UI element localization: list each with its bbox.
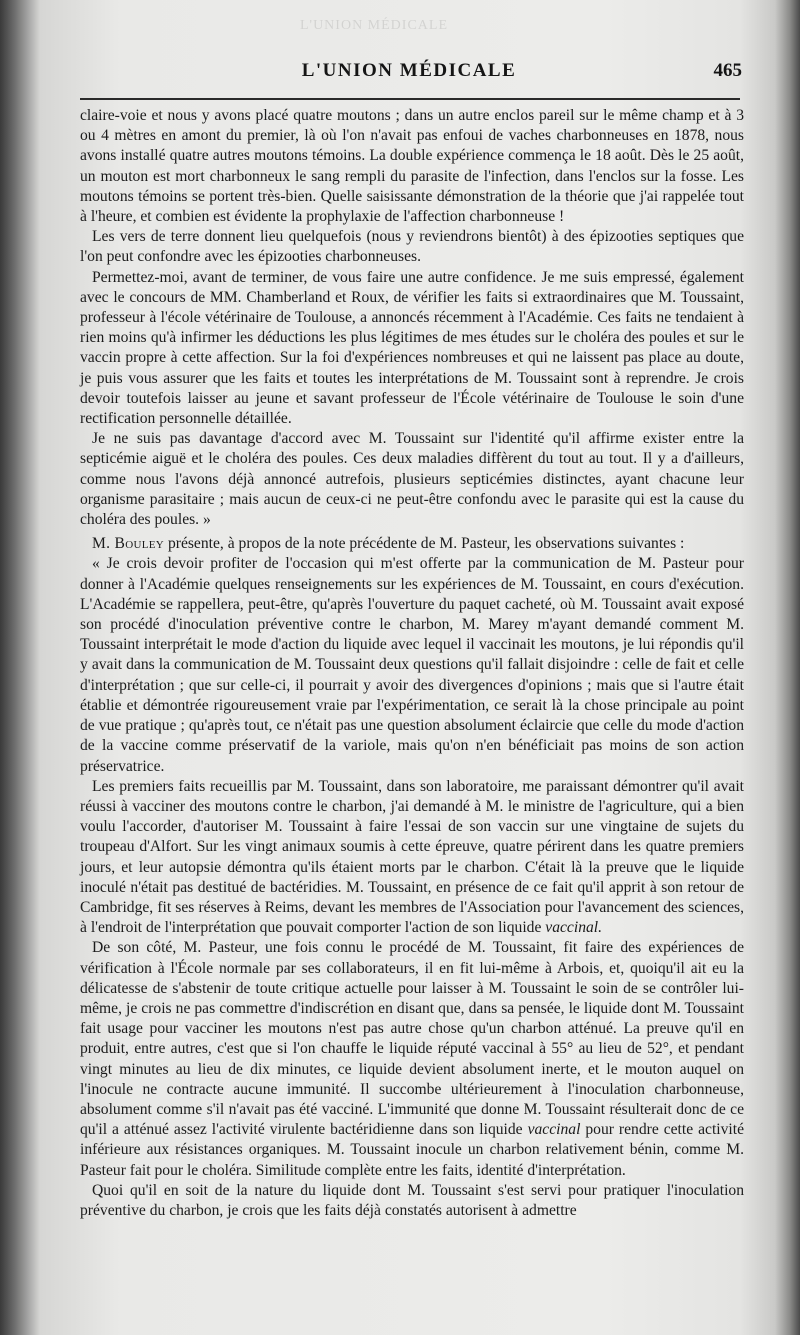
speaker-intro-text: présente, à propos de la note précédente de M. Pasteur, les observations suivantes :: [167, 535, 685, 553]
paragraph-speaker-intro: [80, 534, 744, 554]
article-body: [80, 106, 744, 1221]
paragraph: [80, 777, 744, 939]
running-head: L'UNION MÉDICALE: [301, 60, 517, 81]
italic-term: vaccinal: [527, 1121, 581, 1139]
paragraph-quote: « Je crois devoir profiter de l'occasion qui m'est offerte par la communication de M. Pasteur pour donner à l'Académie quelques renseignements sur les expériences de M. Toussaint, en cours d'exécution. L'Académie se rappellera, peut-être, qu'après l'ouverture du paquet cacheté, où M. Toussaint avait exposé son procédé d'inoculation préventive contre le charbon, M. Marey m'ayant demandé comment M. Toussaint interprétait le mode d'action du liquide avec lequel il vaccinait les moutons, je lui répondis qu'il y avait dans la communication de M. Toussaint deux questions qu'il fallait disjoindre : celle de fait et celle d'interprétation ; que sur celle-ci, il pourrait y avoir des divergences d'opinions ; mais que si l'autre était établie et démontrée rigoureusement vraie par l'expérimentation, ce serait là la chose principale au point de vue pratique ; qu'après tout, ce n'était pas une question absolument éclaircie que celle du mode d'action de la vaccine comme préservatif de la variole, mais qu'on n'en bénéficiait pas moins de son action préservatrice.: [80, 555, 744, 775]
paragraph-text: Les premiers faits recueillis par M. Toussaint, dans son laboratoire, me paraissant démontrer qu'il avait réussi à vacciner des moutons contre le charbon, j'ai demandé à M. le ministre de l'agriculture, qui a bien voulu l'accorder, d'autoriser M. Toussaint à faire l'essai de son vaccin sur une vingtaine de sujets du troupeau d'Alfort. Sur les vingt animaux soumis à cette épreuve, quatre périrent dans les quatre premiers jours, et leur autopsie démontra qu'ils étaient morts par le charbon. C'était là la preuve que le liquide inoculé n'était pas destitué de bactéridies. M. Toussaint, en présence de ce fait qu'il apprit à son retour de Cambridge, fit ses réserves à Reims, devant les membres de l'Association pour l'avancement des sciences, à l'endroit de l'interprétation que pouvait comporter l'action de son liquide: [80, 777, 744, 937]
paragraph: [80, 938, 744, 1180]
paragraph: Permettez-moi, avant de terminer, de vous faire une autre confidence. Je me suis empressé, également avec le concours de MM. Chamberland et Roux, de vérifier les faits si extraordinaires que M. Toussaint, professeur à l'école vétérinaire de Toulouse, a annoncés récemment à l'Académie. Ces faits ne tendaient à rien moins qu'à infirmer les déductions les plus légitimes de mes études sur le choléra des poules et sur le vaccin propre à cette affection. Sur la foi d'expériences nombreuses et qui ne laissent pas place au doute, je puis vous assurer que les faits et toutes les interprétations de M. Toussaint sont à reprendre. Je crois devoir toutefois laisser au jeune et savant professeur de l'École vétérinaire de Toulouse le soin d'une rectification personnelle détaillée.: [80, 268, 744, 428]
page-number: 465: [713, 60, 742, 81]
header-rule: [80, 98, 740, 100]
paragraph-text: pour rendre cette activité inférieure aux résistances organiques. M. Toussaint inocule un charbon relativement bénin, comme M. Pasteur fait pour le choléra. Similitude complète entre les faits, identité d'interprétation.: [80, 1121, 744, 1179]
paragraph-continued: claire-voie et nous y avons placé quatre moutons ; dans un autre enclos pareil sur le même champ et à 3 ou 4 mètres en amont du premier, là où l'on n'avait pas enfoui de vaches charbonneuses en 1878, nous avons installé quatre autres moutons témoins. La double expérience commença le 18 août. Dès le 25 août, un mouton est mort charbonneux le sang rempli du parasite de l'infection, dans l'enclos sur la fosse. Les moutons témoins se portent très-bien. Quelle saisissante démonstration de la théorie que j'ai rappelée tout à l'heure, et combien est évidente la prophylaxie de l'affection charbonneuse !: [80, 107, 744, 226]
paragraph-text: De son côté, M. Pasteur, une fois connu le procédé de M. Toussaint, fit faire des expériences de vérification à l'École normale par ses collaborateurs, il en fit lui-même à Arbois, et, quoiqu'il ait eu la délicatesse de s'abstenir de toute critique actuelle pour laisser à M. Toussaint le soin de se contrôler lui-même, je crois ne pas commettre d'indiscrétion en disant que, dans sa pensée, le liquide dont M. Toussaint fait usage pour vacciner les moutons n'est pas autre chose qu'un charbon atténué. La preuve qu'il en produit, entre autres, c'est que si l'on chauffe le liquide réputé vaccinal à 55° au lieu de 52°, et pendant vingt minutes au lieu de dix minutes, ce liquide devient absolument inerte, et le mouton auquel on l'inocule ne contracte aucune immunité. Il succombe ultérieurement à l'inoculation charbonneuse, absolument comme s'il n'avait pas été vacciné. L'immunité que donne M. Toussaint résulterait donc de ce qu'il a atténué assez l'activité virulente bactéridienne dans son liquide: [80, 939, 744, 1139]
paragraph: Les vers de terre donnent lieu quelquefois (nous y reviendrons bientôt) à des épizooties septiques que l'on peut confondre avec les épizooties charbonneuses.: [80, 228, 744, 266]
paragraph: Quoi qu'il en soit de la nature du liquide dont M. Toussaint s'est servi pour pratiquer l'inoculation préventive du charbon, je crois que les faits déjà constatés autorisent à admettre: [80, 1181, 744, 1219]
page-header: [76, 60, 742, 88]
show-through-text: L'UNION MÉDICALE: [300, 18, 449, 33]
paragraph: Je ne suis pas davantage d'accord avec M. Toussaint sur l'identité qu'il affirme exister entre la septicémie aiguë et le choléra des poules. Ces deux maladies diffèrent du tout au tout. Il y a d'ailleurs, comme nous l'avons déjà annoncé autrefois, plusieurs septicémies distinctes, ayant chacune leur organisme parasitaire ; mais aucun de ceux-ci ne peut-être confondu avec le parasite qui est la cause du choléra des poules. »: [80, 430, 744, 529]
italic-term: vaccinal.: [545, 919, 603, 937]
speaker-name: M. Bouley: [92, 535, 165, 553]
